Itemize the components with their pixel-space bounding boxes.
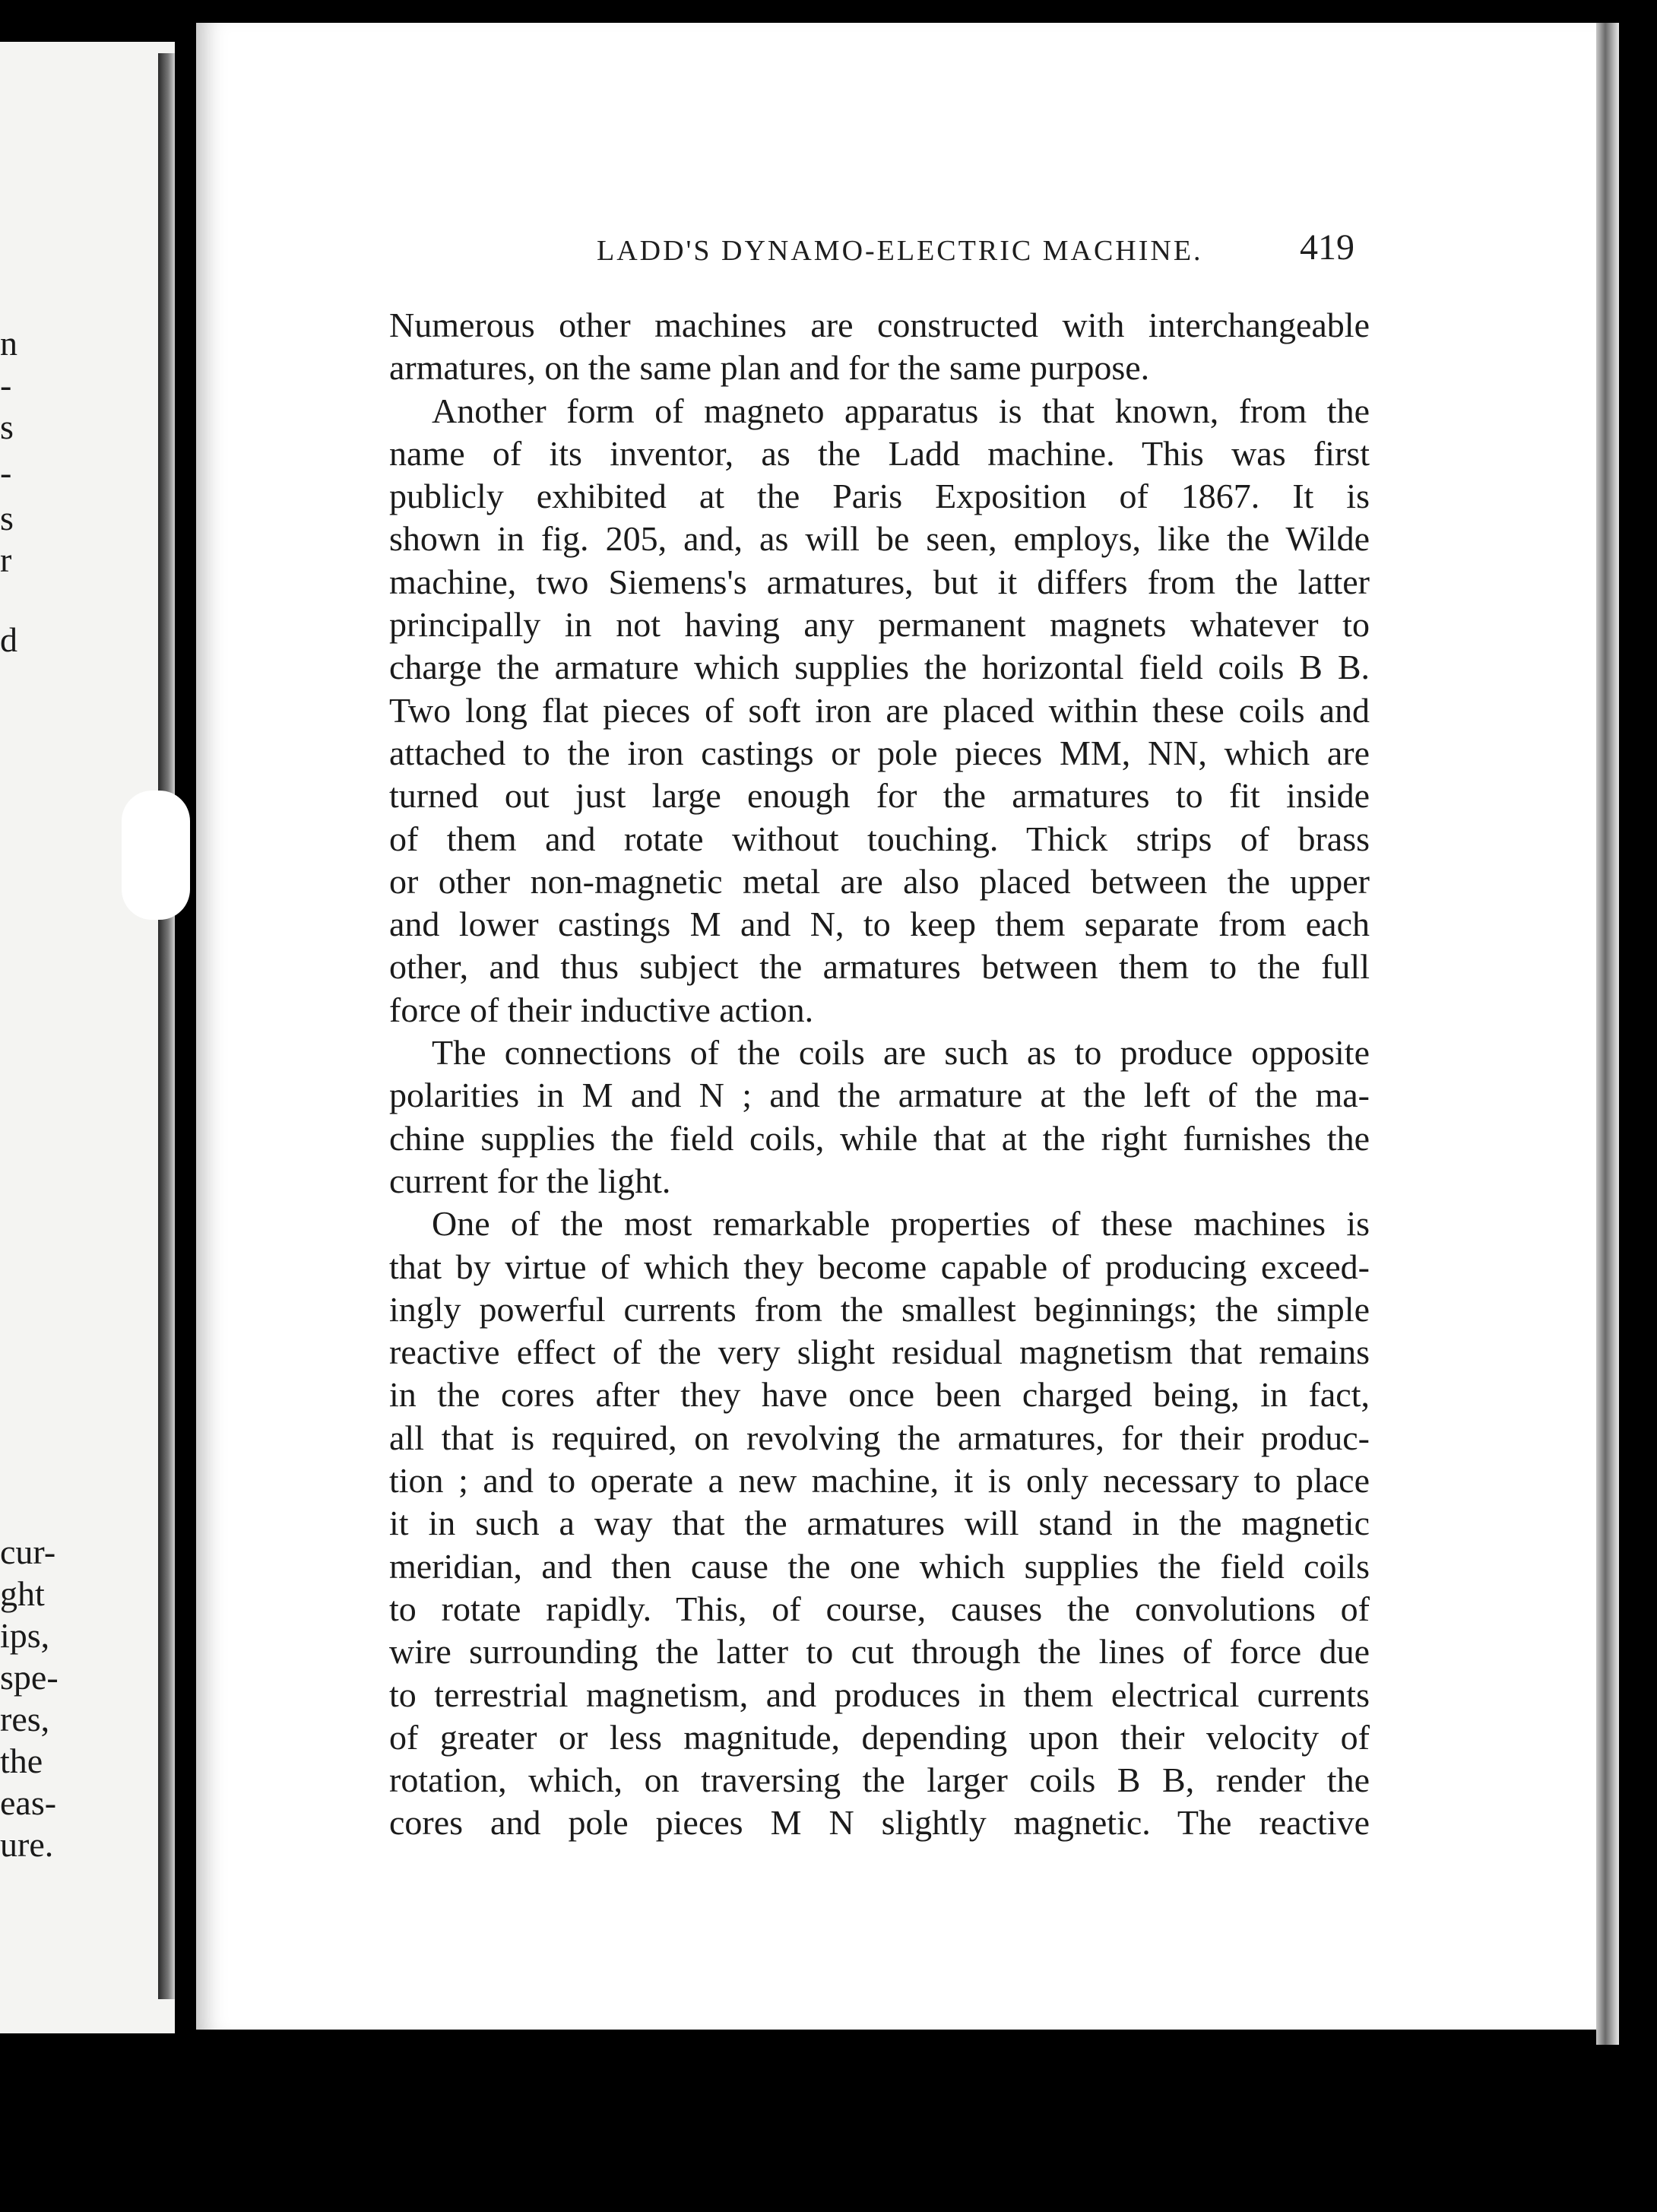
text-line: attached to the iron castings or pole pieces MM, NN, which are [389, 733, 1370, 772]
left-fragment: cur- [0, 1532, 56, 1571]
left-fragment: n [0, 324, 17, 363]
text-line: or other non-magnetic metal are also placed between the upper [389, 861, 1370, 901]
left-fragment: - [0, 366, 12, 404]
page-edge [1596, 23, 1619, 2045]
left-fragment: r [0, 540, 12, 579]
left-fragment: s [0, 499, 14, 537]
text-line: publicly exhibited at the Paris Exposition of 1867. It is [389, 477, 1370, 516]
left-fragment: spe- [0, 1658, 59, 1697]
left-fragment: res, [0, 1700, 50, 1738]
left-page-text-fragments [0, 42, 175, 2033]
running-head: LADD'S DYNAMO-ELECTRIC MACHINE. [597, 235, 1203, 267]
text-line: meridian, and then cause the one which supplies the field coils [389, 1546, 1370, 1586]
text-line: name of its inventor, as the Ladd machine. This was first [389, 433, 1370, 473]
text-line: Two long flat pieces of soft iron are placed within these coils and [389, 690, 1370, 730]
left-facing-page [0, 42, 175, 2033]
text-line: Another form of magneto apparatus is that known, from the [432, 391, 1370, 430]
left-fragment: the [0, 1741, 43, 1780]
text-line: polarities in M and N ; and the armature at the left of the ma- [389, 1076, 1370, 1115]
left-fragment: ure. [0, 1825, 54, 1864]
text-line: force of their inductive action. [389, 990, 814, 1029]
text-line: it in such a way that the armatures will stand in the magnetic [389, 1504, 1370, 1543]
text-line: cores and pole pieces M N slightly magnetic. The reactive [389, 1803, 1370, 1843]
text-line: current for the light. [389, 1161, 671, 1200]
text-line: principally in not having any permanent magnets whatever to [389, 605, 1370, 645]
text-line: of them and rotate without touching. Thick strips of brass [389, 819, 1370, 858]
text-line: reactive effect of the very slight residual magnetism that remains [389, 1333, 1370, 1372]
text-line: Numerous other machines are constructed with interchangeable [389, 306, 1370, 344]
text-line: of greater or less magnitude, depending upon their velocity of [389, 1717, 1370, 1757]
text-line: rotation, which, on traversing the larger coils B B, render the [389, 1760, 1370, 1800]
page-number: 419 [1300, 227, 1354, 268]
text-line: other, and thus subject the armatures between them to the full [389, 947, 1370, 987]
text-line: and lower castings M and N, to keep them separate from each [389, 905, 1370, 944]
text-line: to rotate rapidly. This, of course, causes the convolutions of [389, 1589, 1370, 1628]
gutter-highlight [122, 791, 190, 920]
text-line: machine, two Siemens's armatures, but it differs from the latter [389, 562, 1370, 601]
text-line: tion ; and to operate a new machine, it is only necessary to place [389, 1461, 1370, 1501]
body-text [389, 304, 1370, 1845]
text-line: shown in fig. 205, and, as will be seen, employs, like the Wilde [389, 519, 1370, 559]
text-line: all that is required, on revolving the armatures, for their produc- [389, 1418, 1370, 1457]
text-line: turned out just large enough for the armatures to fit inside [389, 776, 1370, 816]
text-line: wire surrounding the latter to cut through the lines of force due [389, 1632, 1370, 1672]
text-line: chine supplies the field coils, while that at the right furnishes the [389, 1118, 1370, 1158]
left-fragment: eas- [0, 1783, 57, 1822]
text-line: to terrestrial magnetism, and produces in them electrical currents [389, 1675, 1370, 1714]
text-line: armatures, on the same plan and for the same purpose. [389, 348, 1150, 388]
text-line: ingly powerful currents from the smallest beginnings; the simple [389, 1289, 1370, 1329]
left-fragment: ght [0, 1574, 45, 1613]
text-line: One of the most remarkable properties of these machines is [432, 1204, 1370, 1244]
left-fragment: - [0, 453, 12, 492]
left-fragment: d [0, 620, 17, 659]
left-fragment: s [0, 407, 14, 446]
text-line: The connections of the coils are such as to produce opposite [432, 1033, 1370, 1073]
book-gutter [158, 53, 175, 1999]
left-fragment: ips, [0, 1616, 50, 1655]
text-line: that by virtue of which they become capable of producing exceed- [389, 1247, 1370, 1286]
text-line: charge the armature which supplies the horizontal field coils B B. [389, 648, 1370, 687]
text-line: in the cores after they have once been charged being, in fact, [389, 1375, 1370, 1415]
